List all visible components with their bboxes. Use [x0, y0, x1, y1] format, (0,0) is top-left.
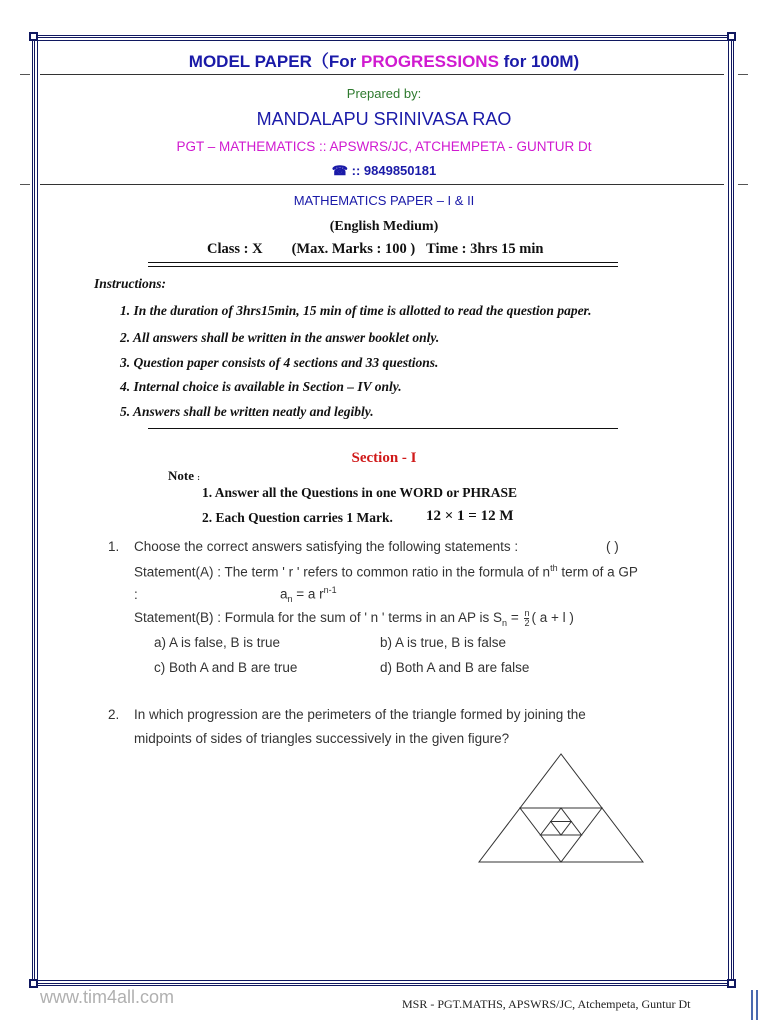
medium: (English Medium) [329, 219, 439, 234]
footer-credit: MSR - PGT.MATHS, APSWRS/JC, Atchempeta, Guntur Dt [402, 997, 691, 1011]
statement-b: Statement(B) : Formula for the sum of ' n ' terms in an AP is $S_n$ = $\frac{n}{2}$ ( a + l ) [134, 608, 574, 628]
note-item: 1. Answer all the Questions in one WORD or PHRASE [202, 485, 518, 500]
double-rule [148, 262, 618, 263]
author-designation: PGT – MATHEMATICS :: APSWRS/JC, ATCHEMPETA - GUNTUR Dt [176, 139, 592, 154]
question-text: Choose the correct answers satisfying the following statements : [134, 539, 519, 554]
instruction-item: 5. Answers shall be written neatly and legibly. [120, 404, 374, 419]
note-label: Note : [168, 468, 200, 483]
margin-mark [738, 74, 748, 75]
option-c: c) Both A and B are true [154, 660, 298, 675]
instructions-heading: Instructions: [94, 276, 167, 291]
colon: : [134, 587, 138, 602]
class-line: Class : X (Max. Marks : 100 ) Time : 3hrs 15 min [207, 241, 544, 257]
border-corner [29, 32, 38, 41]
page-title: MODEL PAPER（For PROGRESSIONS for 100M) [188, 52, 580, 71]
border-corner [727, 32, 736, 41]
double-rule [148, 266, 618, 267]
margin-mark [20, 184, 30, 185]
website-watermark: www.tim4all.com [40, 987, 175, 1007]
margin-mark [738, 184, 748, 185]
fraction: $\frac{n}{2}$ [524, 608, 530, 628]
prepared-by-label: Prepared by: [346, 86, 422, 101]
divider [40, 184, 724, 185]
section-marks: 12 × 1 = 12 M [426, 508, 514, 524]
answer-bracket: ( ) [606, 539, 619, 554]
edge-bar [756, 990, 758, 1020]
question-number: 1. [108, 539, 120, 554]
option-d: d) Both A and B are false [380, 660, 530, 675]
innermost-triangle [551, 822, 572, 836]
statement-a: Statement(A) : The term ' r ' refers to common ratio in the formula of $n^{th}$ term of a GP [134, 563, 638, 580]
paper-title: MATHEMATICS PAPER – I & II [293, 193, 475, 208]
question-text: midpoints of sides of triangles successively in the given figure? [134, 731, 510, 746]
author-name: MANDALAPU SRINIVASA RAO [256, 109, 512, 129]
instruction-item: 3. Question paper consists of 4 sections and 33 questions. [120, 355, 439, 370]
note-item: 2. Each Question carries 1 Mark. [202, 510, 393, 525]
phone-icon: ☎ [331, 163, 348, 178]
margin-mark [20, 74, 30, 75]
divider [148, 428, 618, 429]
border-corner [29, 979, 38, 988]
phone-line: ☎ :: 9849850181 [331, 163, 437, 178]
question-number: 2. [108, 707, 120, 722]
question-text: In which progression are the perimeters of the triangle formed by joining the [134, 707, 586, 722]
instruction-item: 1. In the duration of 3hrs15min, 15 min of time is allotted to read the question paper. [120, 303, 592, 318]
gp-formula: $a_n = a$ $r^{n-1}$ [280, 585, 337, 605]
instruction-item: 4. Internal choice is available in Section – IV only. [120, 379, 402, 394]
divider [40, 74, 724, 75]
option-b: b) A is true, B is false [380, 635, 507, 650]
edge-bar [751, 990, 753, 1020]
border-corner [727, 979, 736, 988]
nested-triangles-figure [476, 752, 646, 864]
option-a: a) A is false, B is true [154, 635, 281, 650]
section-title: Section - I [351, 450, 417, 466]
instruction-item: 2. All answers shall be written in the answer booklet only. [120, 330, 440, 345]
